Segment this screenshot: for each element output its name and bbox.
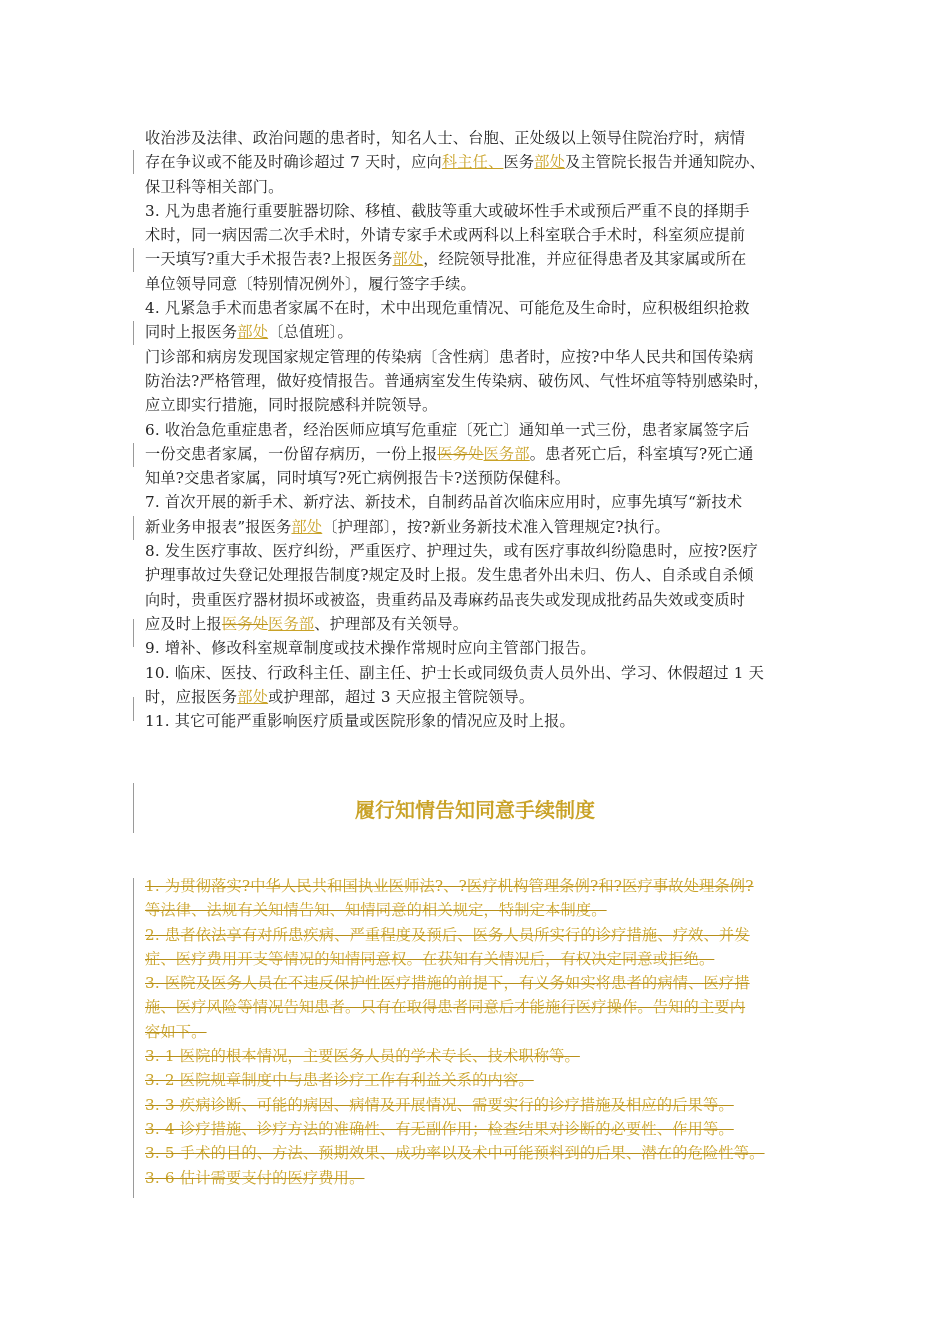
text-line <box>145 345 815 369</box>
deleted-line: 3. 医院及医务人员在不违反保护性医疗措施的前提下，有义务如实将患者的病情、医疗措 <box>145 974 750 993</box>
deleted-line: 3. 1 医院的根本情况，主要医务人员的学术专长、技术职称等。 <box>145 1047 580 1066</box>
text-line <box>145 418 815 442</box>
text-line <box>145 320 815 344</box>
text-line <box>145 685 815 709</box>
deleted-line: 症、医疗费用开支等情况的知情同意权。在获知有关情况后，有权决定同意或拒绝。 <box>145 949 715 968</box>
text-line <box>145 175 815 199</box>
text-line <box>145 588 815 612</box>
text-segment: ，经院领导批准，并应征得患者及其家属或所在 <box>423 250 747 269</box>
inserted-text: 部处 <box>237 687 269 706</box>
text-segment: 11. 其它可能严重影响医疗质量或医院形象的情况应及时上报。 <box>145 712 575 731</box>
deleted-line: 3. 3 疾病诊断、可能的病因、病情及开展情况、需要实行的诊疗措施及相应的后果等。 <box>145 1095 734 1114</box>
deleted-line: 施、医疗风险等情况告知患者。只有在取得患者同意后才能施行医疗操作。告知的主要内 <box>145 998 746 1017</box>
deleted-line: 1. 为贯彻落实?中华人民共和国执业医师法?、?医疗机构管理条例?和?医疗事故处理条例? <box>145 877 754 895</box>
text-segment: 应立即实行措施，同时报院感科并院领导。 <box>145 396 438 415</box>
deleted-text: 医务处 <box>437 444 484 463</box>
text-segment: 应及时上报 <box>145 614 222 633</box>
inserted-text: 科主任、 <box>441 153 504 172</box>
text-line <box>145 126 815 150</box>
inserted-text: 部处 <box>291 517 323 536</box>
text-segment: 9. 增补、修改科室规章制度或技术操作常规时应向主管部门报告。 <box>145 639 596 658</box>
text-segment: 10. 临床、医技、行政科主任、副主任、护士长或同级负责人员外出、学习、休假超过 1 天 <box>145 663 765 682</box>
deleted-line: 等法律、法规有关知情告知、知情同意的相关规定，特制定本制度。 <box>145 901 607 920</box>
text-line <box>145 612 815 636</box>
text-line <box>145 466 815 490</box>
text-line <box>145 661 815 685</box>
inserted-text: 医务部 <box>483 444 530 463</box>
text-segment: 〔护理部〕，按?新业务新技术准入管理规定?执行。 <box>322 517 670 536</box>
text-line <box>145 296 815 320</box>
text-segment: 或护理部，超过 3 天应报主管院领导。 <box>268 687 535 706</box>
text-segment: 单位领导同意〔特别情况例外〕，履行签字手续。 <box>145 274 476 293</box>
text-segment: 及主管院长报告并通知院办、 <box>565 153 766 172</box>
change-bar <box>133 248 134 272</box>
deleted-line: 3. 5 手术的目的、方法、预期效果、成功率以及术中可能预料到的后果、潜在的危险性等。 <box>145 1144 765 1163</box>
text-line <box>145 223 815 247</box>
text-line <box>145 369 815 393</box>
text-line <box>145 490 815 514</box>
inserted-text: 部处 <box>237 323 269 342</box>
text-line <box>145 636 815 660</box>
deleted-line: 3. 6 估计需要支付的医疗费用。 <box>145 1168 365 1187</box>
text-line <box>145 199 815 223</box>
change-bar <box>133 443 134 467</box>
deleted-line: 3. 2 医院规章制度中与患者诊疗工作有利益关系的内容。 <box>145 1071 534 1090</box>
text-line <box>145 709 815 733</box>
text-segment: 3. 凡为患者施行重要脏器切除、移植、截肢等重大或破坏性手术或预后严重不良的择期手 <box>145 201 750 220</box>
text-segment: 一天填写?重大手术报告表?上报医务 <box>145 250 393 269</box>
text-segment: 。患者死亡后，科室填写?死亡通 <box>529 444 754 463</box>
text-line <box>145 442 815 466</box>
text-segment: 同时上报医务 <box>145 323 238 342</box>
text-line <box>145 150 815 174</box>
text-line <box>145 272 815 296</box>
text-line <box>145 393 815 417</box>
inserted-text: 部处 <box>392 250 424 269</box>
text-line <box>145 515 815 539</box>
text-segment: 医务 <box>503 153 535 172</box>
text-segment: 新业务申报表”报医务 <box>145 517 292 536</box>
text-segment: 、护理部及有关领导。 <box>314 614 469 633</box>
change-bar <box>133 321 134 345</box>
regulation-body-text <box>145 126 815 733</box>
text-segment: 存在争议或不能及时确诊超过 7 天时，应向 <box>145 153 442 172</box>
inserted-text: 部处 <box>534 153 566 172</box>
change-bar <box>133 150 134 174</box>
change-bar <box>133 516 134 540</box>
text-segment: 术时，同一病因需二次手术时，外请专家手术或两科以上科室联合手术时，科室须应提前 <box>145 226 746 245</box>
deleted-line: 3. 4 诊疗措施、诊疗方法的准确性、有无副作用；检查结果对诊断的必要性、作用等。 <box>145 1119 734 1138</box>
change-bar <box>133 619 134 647</box>
text-segment: 向时，贵重医疗器材损坏或被盗，贵重药品及毒麻药品丧失或发现成批药品失效或变质时 <box>145 590 746 609</box>
text-segment: 4. 凡紧急手术而患者家属不在时，术中出现危重情况、可能危及生命时，应积极组织抢救 <box>145 299 750 318</box>
deleted-line: 2. 患者依法享有对所患疾病、严重程度及预后、医务人员所实行的诊疗措施、疗效、并发 <box>145 925 750 944</box>
deleted-text: 医务处 <box>221 614 269 633</box>
text-line <box>145 563 815 587</box>
inserted-text: 医务部 <box>268 614 315 633</box>
text-segment: 收治涉及法律、政治问题的患者时，知名人士、台胞、正处级以上领导住院治疗时，病情 <box>145 129 746 147</box>
deleted-line: 容如下。 <box>145 1022 207 1041</box>
section-heading: 履行知情告知同意手续制度 <box>355 798 595 822</box>
text-segment: 门诊部和病房发现国家规定管理的传染病〔含性病〕患者时，应按?中华人民共和国传染病 <box>145 347 754 366</box>
text-segment: 时，应报医务 <box>145 687 238 706</box>
text-segment: 7. 首次开展的新手术、新疗法、新技术，自制药品首次临床应用时，应事先填写“新技术 <box>145 493 743 512</box>
text-segment: 护理事故过失登记处理报告制度?规定及时上报。发生患者外出未归、伤人、自杀或自杀倾 <box>145 566 754 585</box>
deleted-section-text <box>145 874 815 1190</box>
text-line <box>145 539 815 563</box>
text-line <box>145 247 815 271</box>
text-segment: 6. 收治急危重症患者，经治医师应填写危重症〔死亡〕通知单一式三份，患者家属签字后 <box>145 420 750 439</box>
change-bar <box>133 697 134 721</box>
text-segment: 保卫科等相关部门。 <box>145 177 284 196</box>
change-bar <box>133 783 134 833</box>
text-segment: 知单?交患者家属，同时填写?死亡病例报告卡?送预防保健科。 <box>145 469 571 488</box>
change-bar <box>133 878 134 1198</box>
text-segment: 〔总值班〕。 <box>268 323 353 342</box>
text-segment: 8. 发生医疗事故、医疗纠纷，严重医疗、护理过失，或有医疗事故纠纷隐患时，应按?医疗 <box>145 542 758 561</box>
text-segment: 一份交患者家属，一份留存病历，一份上报 <box>145 444 438 463</box>
text-segment: 防治法?严格管理，做好疫情报告。普通病室发生传染病、破伤风、气性坏疽等特别感染时， <box>145 371 769 390</box>
